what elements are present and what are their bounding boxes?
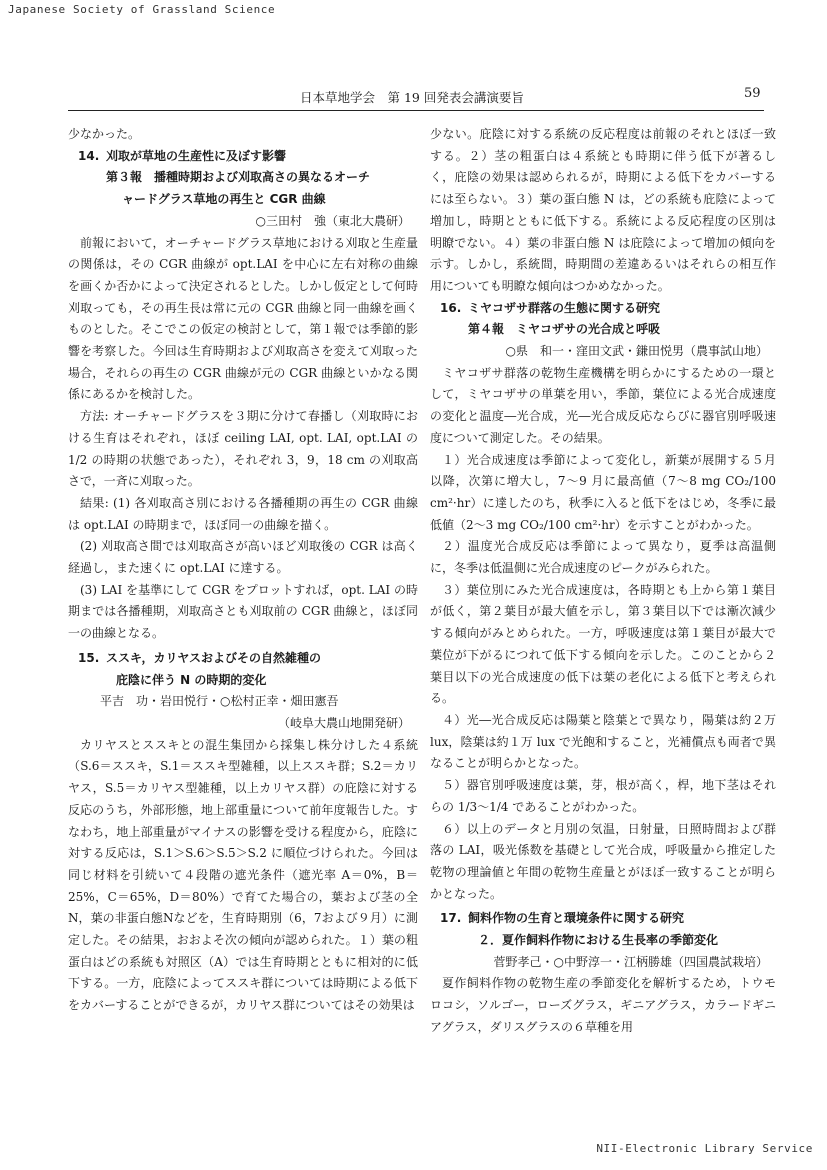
section-16-heading: 16. ミヤコザサ群落の生態に関する研究	[440, 300, 661, 315]
header-rule	[68, 110, 764, 111]
section-16-author: ○県 和一・窪田文武・鎌田悦男（農事試山地）	[505, 344, 768, 359]
section-16-paragraph: ミヤコザサ群落の乾物生産機構を明らかにするための一環として，ミヤコザサの単葉を用い，季節，葉位による光合成速度の変化と温度―光合成，光―光合成反応ならびに器官別呼吸速度について測定した。その結果。	[430, 365, 776, 445]
section-14-results: 結果: (1) 各刈取高さ別における各播種期の再生の CGR 曲線は opt.LAI の時期まで，ほぼ同一の曲線を描く。	[68, 495, 418, 532]
section-16-subtitle: 第４報 ミヤコザサの光合成と呼吸	[468, 322, 661, 337]
section-16-item-2: ２）温度光合成反応は季節によって異なり，夏季は高温側に，冬季は低温側に光合成速度のピークがみられた。	[430, 539, 776, 576]
section-14-paragraph: 前報において，オーチャードグラス草地における刈取と生産量の関係は，その CGR 曲線が opt.LAI を中心に左右対称の曲線を画くか否かによって決定されるとした。しかし仮定として何時刈取っても，その再生長は常に元の CGR 曲線と同一曲線を画くものとした。そこでこの仮定の検討として，第１報では季節的影響を考察した。今回は生育時期および刈取高さを変えて刈取った場合，それらの再生の CGR 曲線が元の CGR 曲線といかなる関係にあるかを検討した。	[68, 235, 418, 402]
section-16-item-3: ３）葉位別にみた光合成速度は，各時期とも上から第１葉目が低く，第２葉目が最大値を示し，第３葉目以下では漸次減少する傾向がみとめられた。一方，呼吸速度は第１葉目が最大で葉位が下がるにつれて低下する傾向を示した。このことから２葉目以下の光合成速度の低下は葉の老化による低下と考えられる。	[430, 582, 776, 706]
section-16-item-5: ５）器官別呼吸速度は葉，芽，根が高く，桿，地下茎はそれらの 1/3〜1/4 であることがわかった。	[430, 778, 776, 814]
section-15-authors: 平吉 功・岩田悦行・○松村正幸・畑田憲吾	[100, 694, 339, 709]
section-14-author: ○三田村 強（東北大農研）	[255, 213, 410, 228]
section-17-paragraph: 夏作飼料作物の乾物生産の季節変化を解析するため，トウモロコシ，ソルゴー，ローズグラス，ギニアグラス，カラードギニアグラス，ダリスグラスの６草種を用	[430, 976, 776, 1034]
section-16-item-4: ４）光―光合成反応は陽葉と陰葉とで異なり，陽葉は約２万 lux，陰葉は約１万 lux で光飽和すること，光補償点も両者で異なることが明らかとなった。	[430, 712, 776, 771]
section-17-heading: 17. 飼料作物の生育と環境条件に関する研究	[440, 911, 685, 926]
section-15-affiliation: （岐阜大農山地開発研）	[277, 715, 410, 730]
section-15-paragraph: カリヤスとススキとの混生集団から採集し株分けした４系統（S.6＝ススキ，S.1＝ススキ型雑種，以上ススキ群；S.2＝カリヤス，S.5＝カリヤス型雑種，以上カリヤス群）の庇陰に対する反応のうち，外部形態，地上部重量について前年度報告した。すなわち，地上部重量がマイナスの影響を受ける程度から，庇陰に対する反応は，S.1＞S.6＞S.5＞S.2 に順位づけられた。今回は同じ材料を引続いて４段階の遮光条件（遮光率 A＝0%，B＝25%，C＝65%，D＝80%）で育てた場合の，葉および茎の全N，葉の非蛋白態Nなどを，生育時期別（6，7および９月）に測定した。その結果，おおよそ次の傾向が認められた。１）葉の粗蛋白はどの系統も対照区（A）では生育時期とともに相対的に低下する。一方，庇陰によってススキ群については時期による低下をカバーすることができるが，カリヤス群についてはその効果は	[68, 737, 418, 1013]
continued-text: 少なかった。	[68, 127, 141, 141]
section-16-item-1: １）光合成速度は季節によって変化し，新葉が展開する５月以降，次第に増大し，7〜9 月に最高値（7〜8 mg CO₂/100 cm²·hr）に達したのち，秋季に入ると低下をはじめ，冬季に最低値（2〜3 mg CO₂/100 cm²·hr）を示すことがわかった。	[430, 452, 776, 532]
section-14-result-3: (3) LAI を基準にして CGR をプロットすれば，opt. LAI の時期までは各播種期，刈取高さとも刈取前の CGR 曲線と，ほぼ同一の曲線となる。	[68, 582, 418, 641]
page-number: 59	[744, 86, 761, 101]
society-header: Japanese Society of Grassland Science	[8, 3, 276, 16]
left-column	[68, 124, 418, 1017]
section-14-result-2: (2) 刈取高さ間では刈取高さが高いほど刈取後の CGR は高く経過し，また速くに opt.LAI に達する。	[68, 539, 418, 576]
section-14-subtitle-2: ャードグラス草地の再生と CGR 曲線	[122, 192, 326, 207]
section-17-subtitle: ２．夏作飼料作物における生長率の季節変化	[478, 933, 719, 948]
right-column	[430, 124, 776, 1039]
section-14-methods: 方法: オーチャードグラスを３期に分けて春播し（刈取時における生育はそれぞれ，ほぼ ceiling LAI, opt. LAI, opt.LAI の 1/2 の時期の状態であった），それぞれ 3，9，18 cm の刈取高さで，一斉に刈取った。	[68, 409, 418, 489]
section-14-subtitle: 第３報 播種時期および刈取高さの異なるオーチ	[106, 170, 371, 185]
section-17-author: 菅野孝己・○中野淳一・江柄勝雄（四国農試栽培）	[493, 954, 768, 969]
running-title: 日本草地学会 第 19 回発表会講演要旨	[300, 90, 524, 105]
section-16-item-6: ６）以上のデータと月別の気温，日射量，日照時間および群落の LAI，吸光係数を基礎として光合成，呼吸量から推定した乾物の理論値と年間の乾物生産量とがほぼ一致することが明らかとなった。	[430, 821, 776, 901]
section-15-heading-2: 庇陰に伴う N の時期的変化	[116, 672, 267, 687]
section-15-heading: 15. ススキ，カリヤスおよびその自然雑種の	[78, 650, 322, 665]
section-14-heading: 14. 刈取が草地の生産性に及ぼす影響	[78, 148, 287, 163]
library-footer: NII-Electronic Library Service	[596, 1142, 813, 1155]
section-15-continued: 少ない。庇陰に対する系統の反応程度は前報のそれとほぼ一致する。２）茎の粗蛋白は４系統とも時期に伴う低下が著るしく，庇陰の効果は認められるが，時期による低下をカバーするには至らない。３）葉の蛋白態 N は，どの系統も庇陰によって増加し，時期とともに低下する。系統による反応程度の区別は明瞭でない。４）葉の非蛋白態 N は庇陰によって増加の傾向を示す。しかし，系統間，時期間の差違あるいはそれらの相互作用についても明瞭な傾向はつかめなかった。	[430, 127, 776, 293]
